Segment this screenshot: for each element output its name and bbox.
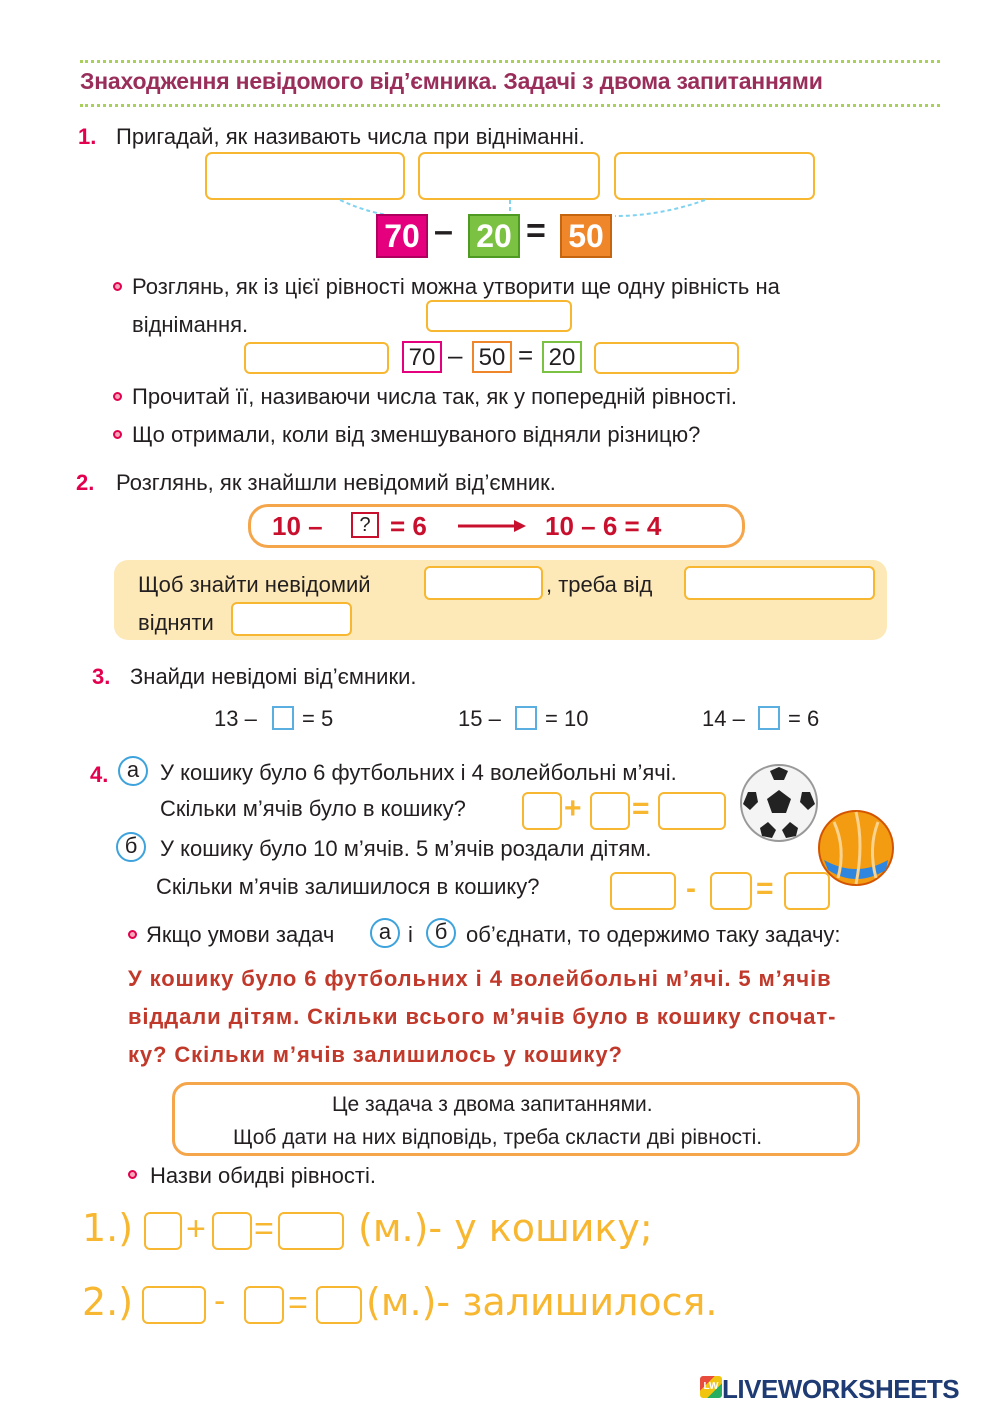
combined-line3: ку? Скільки м’ячів залишилось у кошику? <box>128 1042 623 1067</box>
task3-number: 3. <box>92 664 111 689</box>
example-left-b: = 6 <box>390 511 427 541</box>
answer1-box-2[interactable] <box>212 1212 252 1250</box>
task4a-line1: У кошику було 6 футбольних і 4 волейбольні м’ячі. <box>160 760 677 785</box>
task4a-plus: + <box>564 792 582 825</box>
rule-part3: відняти <box>138 610 214 635</box>
ex3-right: = 6 <box>788 706 820 731</box>
task4-number: 4. <box>90 762 109 787</box>
eq2-minus: – <box>448 340 463 370</box>
rule-answer-box-1[interactable] <box>424 566 543 600</box>
task4b-minus: - <box>686 872 696 905</box>
rule-answer-box-3[interactable] <box>231 602 352 636</box>
answer1-equals: = <box>254 1210 274 1248</box>
answer2-box-3[interactable] <box>316 1286 362 1324</box>
example-right: 10 – 6 = 4 <box>545 511 662 541</box>
note-line2: Щоб дати на них відповідь, треба скласти дві рівності. <box>233 1126 763 1149</box>
task4b-box-3[interactable] <box>784 872 830 910</box>
unknown-question-box: ? <box>351 512 379 538</box>
task4a-box-3[interactable] <box>658 792 726 830</box>
answer-box-minuend[interactable] <box>205 152 405 200</box>
task4b-box-2[interactable] <box>710 872 752 910</box>
eq1-subtrahend: 20 <box>468 214 520 258</box>
task1-text: Пригадай, як називають числа при відніманні. <box>116 124 585 149</box>
answer1-plus: + <box>186 1210 206 1248</box>
ex1-left: 13 – <box>214 706 257 731</box>
eq2-equals: = <box>518 340 534 370</box>
bullet-marker <box>113 392 122 401</box>
answer2-equals: = <box>288 1284 308 1322</box>
ex3-left: 14 – <box>702 706 745 731</box>
liveworksheets-logo-icon: LW <box>700 1376 722 1398</box>
bullet1-line1: Розглянь, як із цієї рівності можна утворити ще одну рівність на <box>132 274 780 299</box>
bullet-marker <box>113 282 122 291</box>
ex3-answer-box[interactable] <box>758 706 780 730</box>
rule-answer-box-2[interactable] <box>684 566 875 600</box>
eq2-minuend: 70 <box>402 341 442 373</box>
ex2-answer-box[interactable] <box>515 706 537 730</box>
bullet3-text: Що отримали, коли від зменшуваного відняли різницю? <box>132 422 701 447</box>
task4a-equals: = <box>632 792 650 825</box>
task1-number: 1. <box>78 124 97 149</box>
answer2-minus: - <box>214 1282 226 1320</box>
bottom-dotted-line <box>80 104 940 107</box>
bullet2-text: Прочитай її, називаючи числа так, як у попередній рівності. <box>132 384 737 409</box>
top-dotted-line <box>80 60 940 63</box>
ex1-right: = 5 <box>302 706 334 731</box>
eq1-minuend: 70 <box>376 214 428 258</box>
footer-brand[interactable]: LIVEWORKSHEETS <box>722 1374 960 1404</box>
bullet-last: Назви обидві рівності. <box>150 1163 376 1188</box>
eq1-equals: = <box>526 212 546 250</box>
task4b-equals: = <box>756 872 774 905</box>
example-left-a: 10 – <box>272 511 323 541</box>
task4b-line1: У кошику було 10 м’ячів. 5 м’ячів роздали дітям. <box>160 836 652 861</box>
bullet1-line2: віднімання. <box>132 312 249 337</box>
answer2-suffix: (м.)- залишилося. <box>366 1280 718 1324</box>
ex1-answer-box[interactable] <box>272 706 294 730</box>
rule-part2: , треба від <box>546 572 653 597</box>
bullet-marker <box>128 930 137 939</box>
combine-part1: Якщо умови задач <box>146 922 335 947</box>
task4a-box-1[interactable] <box>522 792 562 830</box>
answer-box-eq2-left[interactable] <box>244 342 389 374</box>
answer2-box-2[interactable] <box>244 1286 284 1324</box>
eq2-subtrahend: 50 <box>472 341 512 373</box>
ex2-right: = 10 <box>545 706 589 731</box>
combine-and: і <box>408 922 413 947</box>
answer1-label: 1.) <box>82 1206 134 1250</box>
label-a-circle: а <box>118 756 148 786</box>
answer-box-eq2-right[interactable] <box>594 342 739 374</box>
answer-box-subtrahend[interactable] <box>418 152 600 200</box>
task4b-line2: Скільки м’ячів залишилося в кошику? <box>156 874 540 899</box>
answer1-box-1[interactable] <box>144 1212 182 1250</box>
answer-box-difference[interactable] <box>614 152 815 200</box>
combined-line2: віддали дітям. Скільки всього м’ячів було в кошику спочат- <box>128 1004 837 1029</box>
answer2-label: 2.) <box>82 1280 134 1324</box>
task3-text: Знайди невідомі від’ємники. <box>130 664 417 689</box>
task2-text: Розглянь, як знайшли невідомий від’ємник. <box>116 470 556 495</box>
answer1-box-3[interactable] <box>278 1212 344 1250</box>
task4b-box-1[interactable] <box>610 872 676 910</box>
note-line1: Це задача з двома запитаннями. <box>332 1093 653 1116</box>
ex2-left: 15 – <box>458 706 501 731</box>
page-title: Знаходження невідомого від’ємника. Задачі з двома запитаннями <box>80 68 823 94</box>
answer2-box-1[interactable] <box>142 1286 206 1324</box>
rule-part1: Щоб знайти невідомий <box>138 572 371 597</box>
answer1-suffix: (м.)- у кошику; <box>358 1206 653 1250</box>
arrow-right-icon <box>458 518 528 534</box>
combine-part2: об’єднати, то одержимо таку задачу: <box>466 922 841 947</box>
label-a-circle-2: а <box>370 918 400 948</box>
task4a-line2: Скільки м’ячів було в кошику? <box>160 796 466 821</box>
task4a-box-2[interactable] <box>590 792 630 830</box>
bullet-marker <box>128 1170 137 1179</box>
combined-line1: У кошику було 6 футбольних і 4 волейбольні м’ячі. 5 м’ячів <box>128 966 832 991</box>
eq1-minus: – <box>434 212 453 250</box>
label-b-circle-2: б <box>426 918 456 948</box>
soccer-ball-icon <box>738 762 820 844</box>
eq2-difference: 20 <box>542 341 582 373</box>
bullet-marker <box>113 430 122 439</box>
answer-box-eq2-top[interactable] <box>426 300 572 332</box>
task2-number: 2. <box>76 470 95 495</box>
label-b-circle: б <box>116 832 146 862</box>
eq1-difference: 50 <box>560 214 612 258</box>
